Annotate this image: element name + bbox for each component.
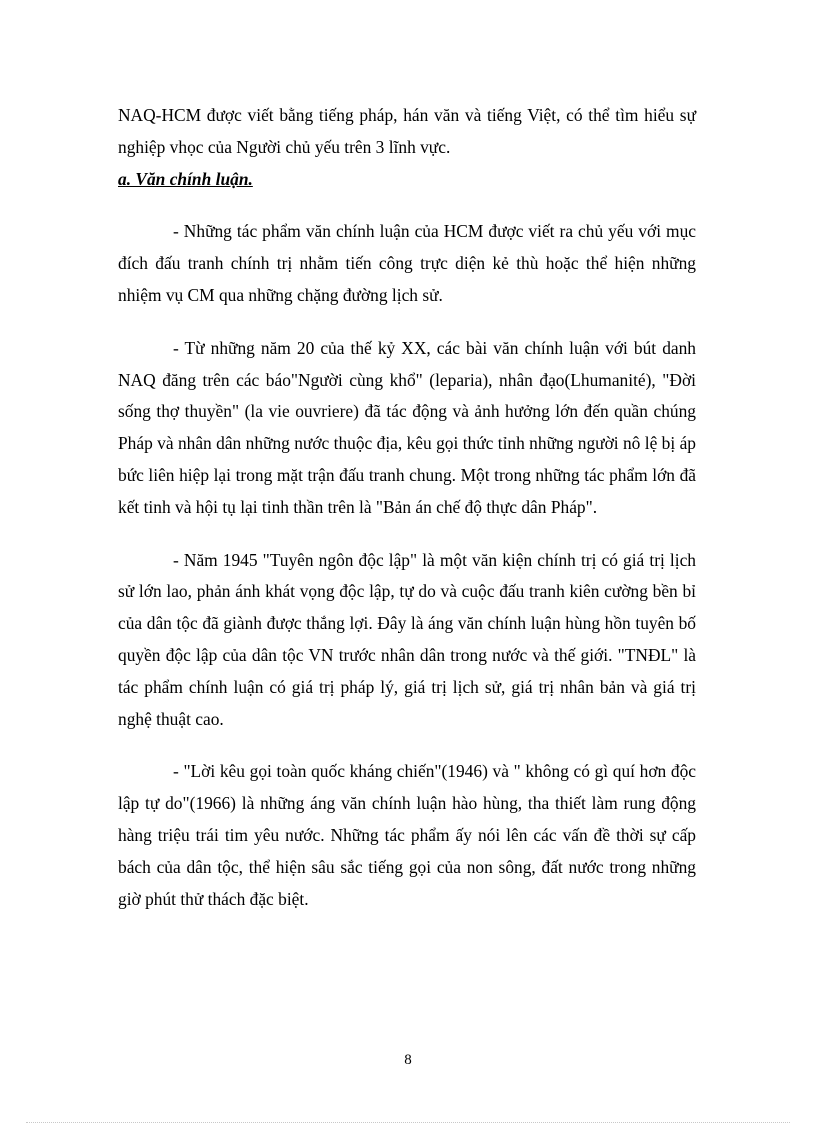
body-paragraph-3: - Năm 1945 "Tuyên ngôn độc lập" là một văn kiện chính trị có giá trị lịch sử lớn lao, phản ánh khát vọng độc lập, tự do và cuộc đấu tranh kiên cường bền bỉ của dân tộc đã giành được thắng lợi. Đây là áng văn chính luận hùng hồn tuyên bố quyền độc lập của dân tộc VN trước nhân dân trong nước và thế giới. "TNĐL" là tác phẩm chính luận có giá trị pháp lý, giá trị lịch sử, giá trị nhân bản và giá trị nghệ thuật cao. (118, 549, 696, 729)
page-number: 8 (404, 1052, 412, 1068)
body-paragraph-2: - Từ những năm 20 của thế kỷ XX, các bài văn chính luận với bút danh NAQ đăng trên các báo"Người cùng khổ" (leparia), nhân đạo(Lhumanité), "Đời sống thợ thuyền" (la vie ouvriere) đã tác động và ảnh hưởng lớn đến quần chúng Pháp và nhân dân những nước thuộc địa, kêu gọi thức tỉnh những người nô lệ bị áp bức liên hiệp lại trong mặt trận đấu tranh chung. Một trong những tác phẩm lớn đã kết tinh và hội tụ lại tinh thần trên là "Bản án chế độ thực dân Pháp". (118, 337, 696, 517)
page-content (118, 100, 696, 915)
body-paragraph-1: - Những tác phẩm văn chính luận của HCM được viết ra chủ yếu với mục đích đấu tranh chính trị nhằm tiến công trực diện kẻ thù hoặc thể hiện những nhiệm vụ CM qua những chặng đường lịch sử. (118, 221, 696, 305)
section-heading: a. Văn chính luận. (118, 168, 253, 189)
body-paragraph-4: - "Lời kêu gọi toàn quốc kháng chiến"(1946) và " không có gì quí hơn độc lập tự do"(1966) là những áng văn chính luận hào hùng, tha thiết làm rung động hàng triệu trái tim yêu nước. Những tác phẩm ấy nói lên các vấn đề thời sự cấp bách của dân tộc, thể hiện sâu sắc tiếng gọi của non sông, đất nước trong những giờ phút thử thách đặc biệt. (118, 761, 696, 909)
intro-paragraph: NAQ-HCM được viết bằng tiếng pháp, hán văn và tiếng Việt, có thể tìm hiểu sự nghiệp vhọc của Người chủ yếu trên 3 lĩnh vực. (118, 105, 696, 157)
